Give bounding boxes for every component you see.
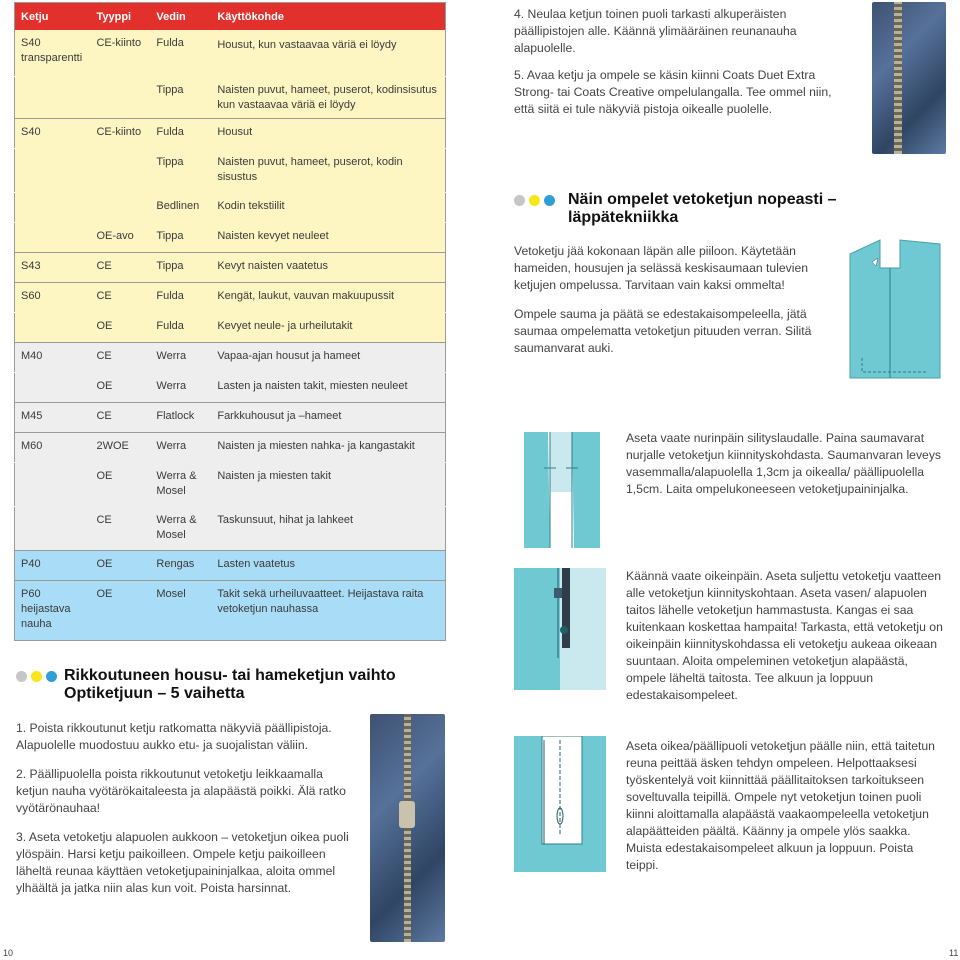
cell-vedin: Fulda	[150, 118, 211, 148]
cell-vedin: Fulda	[150, 312, 211, 342]
cell-vedin: Tippa	[150, 76, 211, 118]
cell-ketju: S40	[15, 118, 91, 148]
cell-vedin: Werra & Mosel	[150, 462, 211, 506]
cell-vedin: Tippa	[150, 252, 211, 282]
cell-vedin: Werra	[150, 342, 211, 372]
table-row	[15, 372, 446, 402]
table-row	[15, 30, 446, 76]
right-steps	[514, 6, 854, 126]
header-tyyppi: Tyyppi	[90, 3, 150, 31]
yellow-dot	[31, 671, 42, 682]
cell-kayttokohde: Taskunsuut, hihat ja lahkeet	[211, 506, 445, 550]
grey-dot	[514, 195, 525, 206]
table-row	[15, 432, 446, 462]
trousers-diagram	[514, 428, 606, 548]
cell-ketju: S60	[15, 282, 91, 312]
yellow-dot	[529, 195, 540, 206]
cell-tyyppi: OE	[90, 372, 150, 402]
zipper-slider-icon	[399, 801, 416, 828]
cell-ketju: M45	[15, 402, 91, 432]
cell-ketju	[15, 76, 91, 118]
cell-vedin: Werra	[150, 372, 211, 402]
cell-ketju: M40	[15, 342, 91, 372]
cell-kayttokohde: Naisten puvut, hameet, puserot, kodin sisustus	[211, 148, 445, 192]
cell-kayttokohde: Housut	[211, 118, 445, 148]
zipper-table	[14, 2, 446, 641]
table-row	[15, 252, 446, 282]
table-header-row	[15, 3, 446, 31]
step-b: Käännä vaate oikeinpäin. Aseta suljettu vetoketju vaatteen alle vetoketjun kiinnityskohtaan. Aseta vasen/ alapuolen taitos lähelle vetoketjun hammastusta. Kangas ei saa kuitenkaan koskettaa hampaita! Tarkasta, että vetoketju on oikeinpäin kiinnityskohdassa eli vetoketju aukeaa oikeaan suuntaan. Aloita ompeleminen vetoketjun alapäästä, ompele läheltä taitosta. Tee alkuun ja loppuun edestakaisompeleet.	[626, 569, 943, 702]
cell-vedin: Werra	[150, 432, 211, 462]
cell-ketju	[15, 462, 91, 506]
cell-ketju: P60 heijastava nauha	[15, 580, 91, 640]
cell-vedin: Fulda	[150, 30, 211, 76]
skirt-diagram	[848, 238, 942, 380]
table-row	[15, 580, 446, 640]
table-row	[15, 222, 446, 252]
table-row	[15, 118, 446, 148]
heading-dots	[16, 671, 57, 682]
cell-kayttokohde: Takit sekä urheiluvaatteet. Heijastava raita vetoketjun nauhassa	[211, 580, 445, 640]
cell-tyyppi: OE	[90, 550, 150, 580]
cell-kayttokohde: Vapaa-ajan housut ja hameet	[211, 342, 445, 372]
lap-intro-2: Ompele sauma ja päätä se edestakaisompeleella, jätä saumaa ompelematta vetoketjun pituuden verran. Silitä saumanvarat auki.	[514, 307, 812, 355]
cell-vedin: Tippa	[150, 222, 211, 252]
header-vedin: Vedin	[150, 3, 211, 31]
table-row	[15, 312, 446, 342]
cell-kayttokohde: Housut, kun vastaavaa väriä ei löydy	[211, 30, 445, 76]
zipper-attach-diagram	[514, 568, 606, 690]
table-row	[15, 462, 446, 506]
cell-vedin: Werra & Mosel	[150, 506, 211, 550]
header-ketju: Ketju	[15, 3, 91, 31]
grey-dot	[16, 671, 27, 682]
table-row	[15, 148, 446, 192]
step-3: 3. Aseta vetoketju alapuolen aukkoon – vetoketjun oikea puoli ylöspäin. Harsi ketju paikoilleen. Ompele ketju paikoilleen läheltä reunaa käyttäen vetoketjupaininjalkaa, aloita ommel ylhäältä ja jatka niin alas kun voit. Poista harsinnat.	[16, 830, 349, 895]
repair-heading	[64, 667, 444, 703]
cell-kayttokohde: Naisten ja miesten takit	[211, 462, 445, 506]
table-row	[15, 550, 446, 580]
cell-ketju: S40 transparentti	[15, 30, 91, 76]
step-1: 1. Poista rikkoutunut ketju ratkomatta näkyviä päällipistoja. Alapuolelle muodostuu aukko etu- ja suojalistan väliin.	[16, 721, 332, 752]
zipper-teeth-right	[894, 2, 901, 154]
cell-ketju: M60	[15, 432, 91, 462]
cell-tyyppi: OE	[90, 462, 150, 506]
step-5: 5. Avaa ketju ja ompele se käsin kiinni Coats Duet Extra Strong- tai Coats Creative ompelulangalla. Tee ommel niin, että siitä ei tule näkyviä pistoja oikealle puolelle.	[514, 68, 832, 116]
cell-vedin: Tippa	[150, 148, 211, 192]
cell-kayttokohde: Lasten ja naisten takit, miesten neuleet	[211, 372, 445, 402]
table-row	[15, 282, 446, 312]
table-row	[15, 76, 446, 118]
blue-dot	[544, 195, 555, 206]
cell-tyyppi: CE	[90, 252, 150, 282]
cell-tyyppi: CE-kiinto	[90, 118, 150, 148]
cell-ketju: S43	[15, 252, 91, 282]
cell-vedin: Rengas	[150, 550, 211, 580]
table-row	[15, 506, 446, 550]
cell-tyyppi: CE	[90, 402, 150, 432]
cell-ketju	[15, 192, 91, 222]
zipper-teeth	[404, 714, 412, 942]
heading-dots-right	[514, 195, 555, 206]
step-2: 2. Päällipuolella poista rikkoutunut vetoketju leikkaamalla ketjun nauha vyötärökaitaleesta ja alapäästä poikki. Älä ratko vyötärönauhaa!	[16, 767, 346, 815]
cell-tyyppi: OE-avo	[90, 222, 150, 252]
cell-kayttokohde: Kevyt naisten vaatetus	[211, 252, 445, 282]
cell-ketju	[15, 222, 91, 252]
cell-ketju: P40	[15, 550, 91, 580]
cell-kayttokohde: Naisten puvut, hameet, puserot, kodinsisutus kun vastaavaa väriä ei löydy	[211, 76, 445, 118]
step-4: 4. Neulaa ketjun toinen puoli tarkasti alkuperäisten päällipistojen alle. Käännä ylimääräinen reunanauha alapuolelle.	[514, 7, 797, 55]
cell-tyyppi: CE-kiinto	[90, 30, 150, 76]
cell-vedin: Bedlinen	[150, 192, 211, 222]
table-row	[15, 402, 446, 432]
cell-vedin: Fulda	[150, 282, 211, 312]
lap-intro-1: Vetoketju jää kokonaan läpän alle piiloon. Käytetään hameiden, housujen ja selässä keskisaumaan tulevien ketjujen ompelussa. Tarvitaan vain kaksi ommelta!	[514, 244, 809, 292]
table-row	[15, 342, 446, 372]
cell-tyyppi	[90, 148, 150, 192]
cell-tyyppi: CE	[90, 506, 150, 550]
cell-ketju	[15, 506, 91, 550]
lap-technique-heading: Näin ompelet vetoketjun nopeasti – läppätekniikka	[568, 191, 837, 226]
cell-ketju	[15, 148, 91, 192]
cell-tyyppi: CE	[90, 282, 150, 312]
cell-tyyppi: OE	[90, 312, 150, 342]
page-number-right: 11	[949, 948, 959, 958]
repair-heading-line2: Optiketjuun – 5 vaihetta	[64, 685, 245, 702]
zipper-photo-right	[872, 2, 946, 154]
repair-heading-line1: Rikkoutuneen housu- tai hameketjun vaihto	[64, 667, 396, 684]
blue-dot	[46, 671, 57, 682]
cell-vedin: Flatlock	[150, 402, 211, 432]
cell-kayttokohde: Naisten ja miesten nahka- ja kangastakit	[211, 432, 445, 462]
zipper-photo-left	[370, 714, 445, 942]
cell-kayttokohde: Kodin tekstiilit	[211, 192, 445, 222]
cell-kayttokohde: Lasten vaatetus	[211, 550, 445, 580]
cell-kayttokohde: Farkkuhousut ja –hameet	[211, 402, 445, 432]
table-row	[15, 192, 446, 222]
cell-ketju	[15, 372, 91, 402]
cell-tyyppi	[90, 192, 150, 222]
lap-intro	[514, 243, 844, 365]
cell-kayttokohde: Kevyet neule- ja urheilutakit	[211, 312, 445, 342]
zipper-finish-diagram	[514, 736, 606, 872]
cell-tyyppi	[90, 76, 150, 118]
cell-tyyppi: 2WOE	[90, 432, 150, 462]
cell-tyyppi: OE	[90, 580, 150, 640]
page-number-left: 10	[3, 948, 14, 958]
cell-ketju	[15, 312, 91, 342]
cell-tyyppi: CE	[90, 342, 150, 372]
cell-vedin: Mosel	[150, 580, 211, 640]
cell-kayttokohde: Kengät, laukut, vauvan makuupussit	[211, 282, 445, 312]
repair-steps	[16, 720, 352, 905]
cell-kayttokohde: Naisten kevyet neuleet	[211, 222, 445, 252]
step-a: Aseta vaate nurinpäin silityslaudalle. Paina saumavarat nurjalle vetoketjun kiinnityskohdasta. Saumanvaran leveys vasemmalla/alapuolella 1,3cm ja oikealla/ päällipuolella 1,5cm. Laita ompelukoneeseen vetoketjupaininjalka.	[626, 431, 942, 496]
step-c: Aseta oikea/päällipuoli vetoketjun päälle niin, että taitetun reuna peittää äsken tehdyn ompeleen. Helpottaaksesi työskentelyä voit kiinnittää päällitaitoksen tarkoitukseen soveltuvalla teipillä. Ompele nyt vetoketjun toinen puoli kiinni aloittamalla alapäästä vaakaompeleella vetoketjun alapäätteiden päältä. Käänny ja ompele ylös saakka. Muista edestakaisompeleet alkuun ja loppuun. Poista teippi.	[626, 739, 935, 872]
header-kayttokohde: Käyttökohde	[211, 3, 445, 31]
